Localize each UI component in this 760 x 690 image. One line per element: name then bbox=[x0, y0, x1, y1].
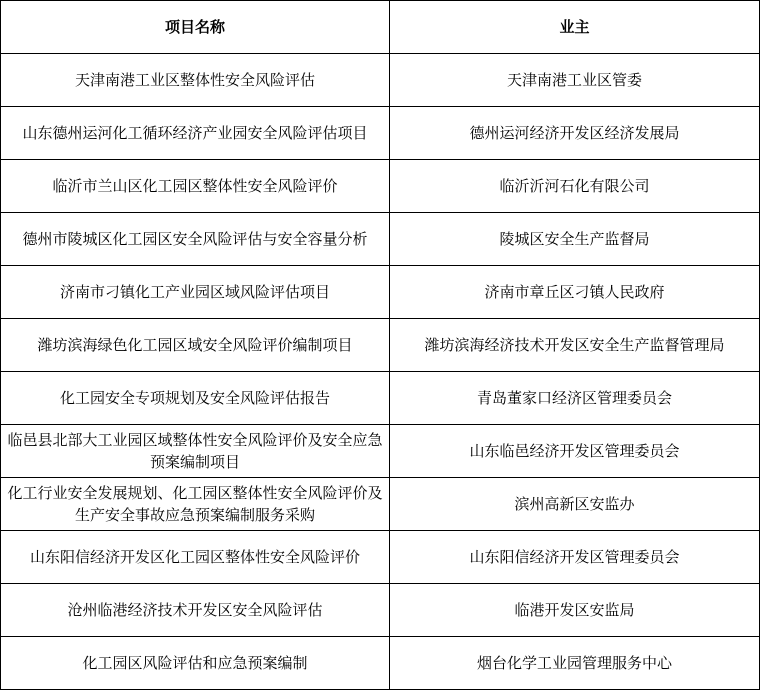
owner-cell: 天津南港工业区管委 bbox=[390, 54, 760, 107]
column-header-owner: 业主 bbox=[390, 1, 760, 54]
owner-cell: 济南市章丘区刁镇人民政府 bbox=[390, 266, 760, 319]
owner-cell: 山东临邑经济开发区管理委员会 bbox=[390, 425, 760, 478]
project-name-cell: 临沂市兰山区化工园区整体性安全风险评价 bbox=[1, 160, 390, 213]
table-row bbox=[1, 319, 760, 372]
owner-cell: 临沂沂河石化有限公司 bbox=[390, 160, 760, 213]
owner-cell: 滨州高新区安监办 bbox=[390, 478, 760, 531]
table-row bbox=[1, 54, 760, 107]
owner-cell: 临港开发区安监局 bbox=[390, 584, 760, 637]
project-name-cell: 德州市陵城区化工园区安全风险评估与安全容量分析 bbox=[1, 213, 390, 266]
project-name-cell: 化工行业安全发展规划、化工园区整体性安全风险评价及生产安全事故应急预案编制服务采购 bbox=[1, 478, 390, 531]
table-row bbox=[1, 266, 760, 319]
project-name-cell: 临邑县北部大工业园区域整体性安全风险评价及安全应急预案编制项目 bbox=[1, 425, 390, 478]
table-row bbox=[1, 425, 760, 478]
table-row bbox=[1, 478, 760, 531]
project-name-cell: 山东德州运河化工循环经济产业园安全风险评估项目 bbox=[1, 107, 390, 160]
table-row bbox=[1, 637, 760, 690]
owner-cell: 山东阳信经济开发区管理委员会 bbox=[390, 531, 760, 584]
project-name-cell: 济南市刁镇化工产业园区域风险评估项目 bbox=[1, 266, 390, 319]
table-row bbox=[1, 584, 760, 637]
owner-cell: 潍坊滨海经济技术开发区安全生产监督管理局 bbox=[390, 319, 760, 372]
table-row bbox=[1, 213, 760, 266]
table-header-row bbox=[1, 1, 760, 54]
project-name-cell: 化工园安全专项规划及安全风险评估报告 bbox=[1, 372, 390, 425]
table-row bbox=[1, 160, 760, 213]
column-header-project-name: 项目名称 bbox=[1, 1, 390, 54]
project-name-cell: 化工园区风险评估和应急预案编制 bbox=[1, 637, 390, 690]
owner-cell: 烟台化学工业园管理服务中心 bbox=[390, 637, 760, 690]
owner-cell: 德州运河经济开发区经济发展局 bbox=[390, 107, 760, 160]
table-row bbox=[1, 107, 760, 160]
table-row bbox=[1, 531, 760, 584]
table-row bbox=[1, 372, 760, 425]
owner-cell: 陵城区安全生产监督局 bbox=[390, 213, 760, 266]
project-name-cell: 沧州临港经济技术开发区安全风险评估 bbox=[1, 584, 390, 637]
project-name-cell: 山东阳信经济开发区化工园区整体性安全风险评价 bbox=[1, 531, 390, 584]
project-name-cell: 潍坊滨海绿色化工园区域安全风险评价编制项目 bbox=[1, 319, 390, 372]
owner-cell: 青岛董家口经济区管理委员会 bbox=[390, 372, 760, 425]
project-name-cell: 天津南港工业区整体性安全风险评估 bbox=[1, 54, 390, 107]
